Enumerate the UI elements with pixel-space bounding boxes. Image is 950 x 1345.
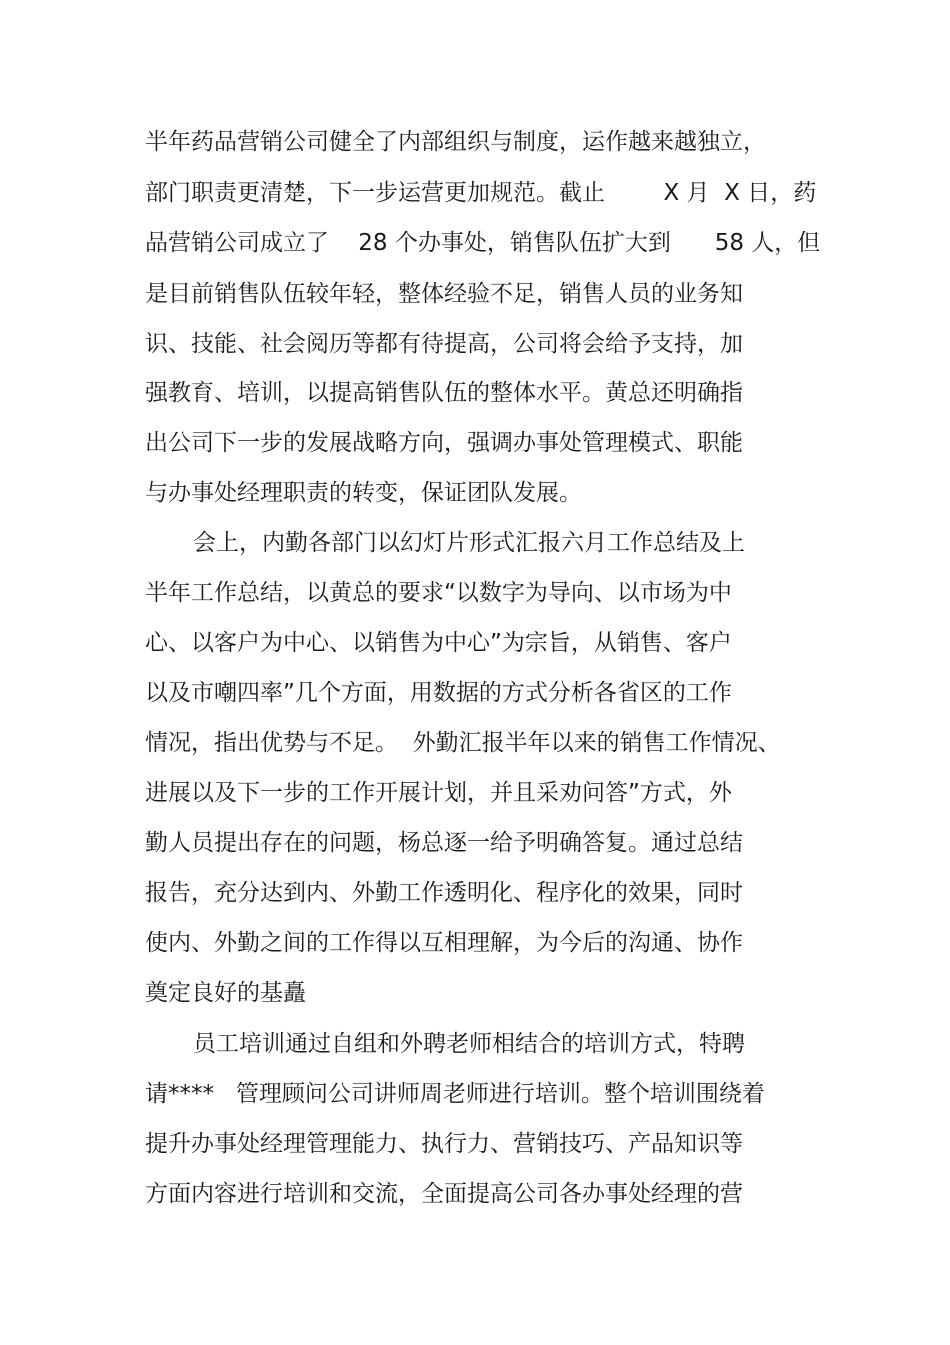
paragraph-start-line: 员工培训通过自组和外聘老师相结合的培训方式，特聘: [193, 1031, 745, 1057]
text-line: 出公司下一步的发展战略方向，强调办事处管理模式、职能: [145, 430, 743, 456]
text-line: 识、技能、社会阅历等都有待提高，公司将会给予支持，加: [145, 331, 743, 357]
text-line: 请**** 管理顾问公司讲师周老师进行培训。整个培训围绕着: [145, 1081, 765, 1107]
text-line: 进展以及下一步的工作开展计划，并且采劝问答”方式，外: [145, 780, 732, 806]
text-line: 半年工作总结，以黄总的要求“以数字为导向、以市场为中: [145, 580, 732, 606]
text-line: 品营销公司成立了 28 个办事处，销售队伍扩大到 58 人，但: [145, 230, 821, 256]
text-line: 奠定良好的基矗: [145, 980, 306, 1006]
text-line: 提升办事处经理管理能力、执行力、营销技巧、产品知识等: [145, 1131, 743, 1157]
text-line: 是目前销售队伍较年轻，整体经验不足，销售人员的业务知: [145, 281, 743, 307]
text-line: 使内、外勤之间的工作得以互相理解，为今后的沟通、协作: [145, 930, 743, 956]
text-line: 半年药品营销公司健全了内部组织与制度，运作越来越独立，: [145, 129, 766, 155]
text-line: 情况，指出优势与不足。 外勤汇报半年以来的销售工作情况、: [145, 730, 781, 756]
text-line: 方面内容进行培训和交流，全面提高公司各办事处经理的营: [145, 1181, 743, 1207]
text-line: 勤人员提出存在的问题，杨总逐一给予明确答复。通过总结: [145, 830, 743, 856]
text-line: 强教育、培训，以提高销售队伍的整体水平。黄总还明确指: [145, 380, 743, 406]
text-line: 以及市嘲四率”几个方面，用数据的方式分析各省区的工作: [145, 680, 732, 706]
text-line: 部门职责更清楚，下一步运营更加规范。截止 X 月 X 日，药: [145, 180, 817, 206]
text-line: 心、以客户为中心、以销售为中心”为宗旨，从销售、客户: [145, 630, 732, 656]
text-line: 与办事处经理职责的转变，保证团队发展。: [145, 480, 582, 506]
text-line: 报告，充分达到内、外勤工作透明化、程序化的效果，同时: [145, 880, 743, 906]
paragraph-start-line: 会上，内勤各部门以幻灯片形式汇报六月工作总结及上: [193, 530, 745, 556]
